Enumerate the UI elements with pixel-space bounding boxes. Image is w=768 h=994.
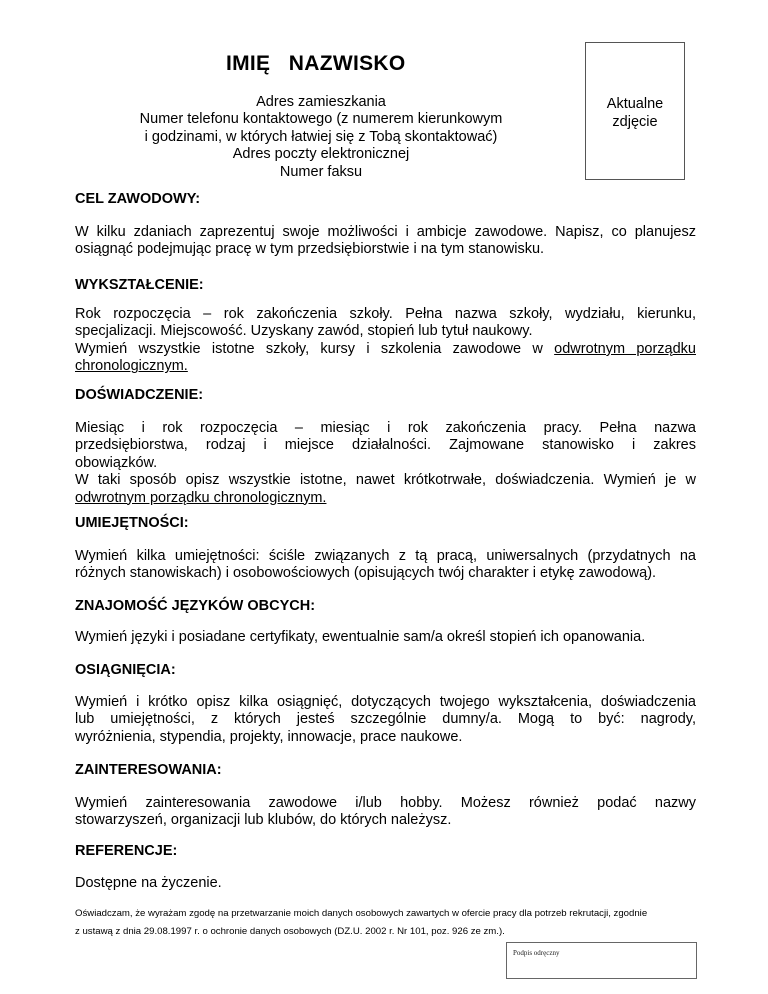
signature-box	[506, 942, 697, 979]
signature-label: Podpis odręczny	[513, 949, 560, 957]
section-title-education: WYKSZTAŁCENIE:	[75, 277, 204, 293]
consent-line: Oświadczam, że wyrażam zgodę na przetwarzanie moich danych osobowych zawartych w ofercie pracy dla potrzeb rekrutacji, zgodnie	[75, 908, 648, 919]
education-line	[75, 341, 696, 358]
section-title-references: REFERENCJE:	[75, 843, 178, 859]
section-title-achievements: OSIĄGNIĘCIA:	[75, 662, 176, 678]
experience-line: przedsiębiorstwa, rodzaj i miejsce działalności. Zajmowane stanowisko i zakres	[75, 437, 696, 454]
skills-line: różnych stanowiskach) i osobowościowych (opisujących twój charakter i etykę zawodową).	[75, 565, 657, 582]
education-line3-text: Wymień wszystkie istotne szkoły, kursy i szkolenia zawodowe w	[75, 340, 555, 357]
interests-line: Wymień zainteresowania zawodowe i/lub hobby. Możesz również podać nazwy	[75, 795, 696, 811]
experience-line: odwrotnym porządku chronologicznym.	[75, 489, 327, 506]
phone-line: Numer telefonu kontaktowego (z numerem kierunkowym	[139, 111, 503, 128]
contact-block	[100, 94, 542, 181]
education-line: specjalizacji. Miejscowość. Uzyskany zawód, stopień lub tytuł naukowy.	[75, 323, 533, 340]
achievements-line: lub umiejętności, z których jesteś szczególnie dumny/a. Mogą to być: nagrody,	[75, 711, 696, 728]
section-title-objective: CEL ZAWODOWY:	[75, 191, 201, 207]
section-body-education	[75, 306, 696, 376]
section-body-interests	[75, 795, 696, 830]
photo-placeholder	[585, 42, 685, 180]
objective-line: W kilku zdaniach zaprezentuj swoje możliwości i ambicje zawodowe. Napisz, co planujesz	[75, 224, 696, 240]
gdpr-consent-clause	[75, 905, 715, 941]
reverse-chronological-underline: odwrotnym porządku	[554, 340, 696, 357]
section-body-languages	[75, 629, 696, 646]
section-body-references	[75, 875, 696, 892]
section-title-skills: UMIEJĘTNOŚCI:	[75, 515, 189, 531]
phone-hours-line: i godzinami, w których łatwiej się z Tobą skontaktować)	[144, 128, 498, 145]
email-line: Adres poczty elektronicznej	[232, 146, 410, 163]
section-body-achievements	[75, 694, 696, 746]
education-line: Rok rozpoczęcia – rok zakończenia szkoły. Pełna nazwa szkoły, wydziału, kierunku,	[75, 306, 696, 322]
photo-label-line2: zdjęcie	[612, 113, 658, 130]
address-line: Adres zamieszkania	[256, 94, 386, 110]
section-title-languages: ZNAJOMOŚĆ JĘZYKÓW OBCYCH:	[75, 598, 316, 614]
section-body-experience	[75, 420, 696, 507]
photo-label-line1: Aktualne	[606, 96, 664, 112]
section-title-interests: ZAINTERESOWANIA:	[75, 762, 222, 778]
achievements-line: Wymień i krótko opisz kilka osiągnięć, dotyczących twojego wykształcenia, doświadczenia	[75, 694, 696, 710]
section-body-skills	[75, 548, 696, 583]
education-line: chronologicznym.	[75, 358, 188, 375]
photo-label	[586, 96, 684, 131]
consent-line: z ustawą z dnia 29.08.1997 r. o ochronie danych osobowych (DZ.U. 2002 r. Nr 101, poz. 926 ze zm.).	[75, 926, 505, 937]
objective-line: osiągnąć podejmując pracę w tym przedsiębiorstwie i na tym stanowisku.	[75, 241, 545, 258]
fax-line: Numer faksu	[279, 163, 363, 180]
languages-line: Wymień języki i posiadane certyfikaty, ewentualnie sam/a określ stopień ich opanowania.	[75, 629, 646, 645]
achievements-line: wyróżnienia, stypendia, projekty, innowacje, prace naukowe.	[75, 728, 463, 745]
experience-line: W taki sposób opisz wszystkie istotne, nawet krótkotrwałe, doświadczenia. Wymień je w	[75, 472, 696, 489]
section-body-objective	[75, 224, 696, 259]
references-line: Dostępne na życzenie.	[75, 875, 222, 891]
experience-line: obowiązków.	[75, 454, 158, 471]
interests-line: stowarzyszeń, organizacji lub klubów, do których należysz.	[75, 812, 452, 829]
experience-line: Miesiąc i rok rozpoczęcia – miesiąc i rok zakończenia pracy. Pełna nazwa	[75, 420, 696, 436]
section-title-experience: DOŚWIADCZENIE:	[75, 387, 204, 403]
name-heading: IMIĘ NAZWISKO	[226, 52, 406, 75]
skills-line: Wymień kilka umiejętności: ściśle związanych z tą pracą, uniwersalnych (przydatnych na	[75, 548, 696, 564]
